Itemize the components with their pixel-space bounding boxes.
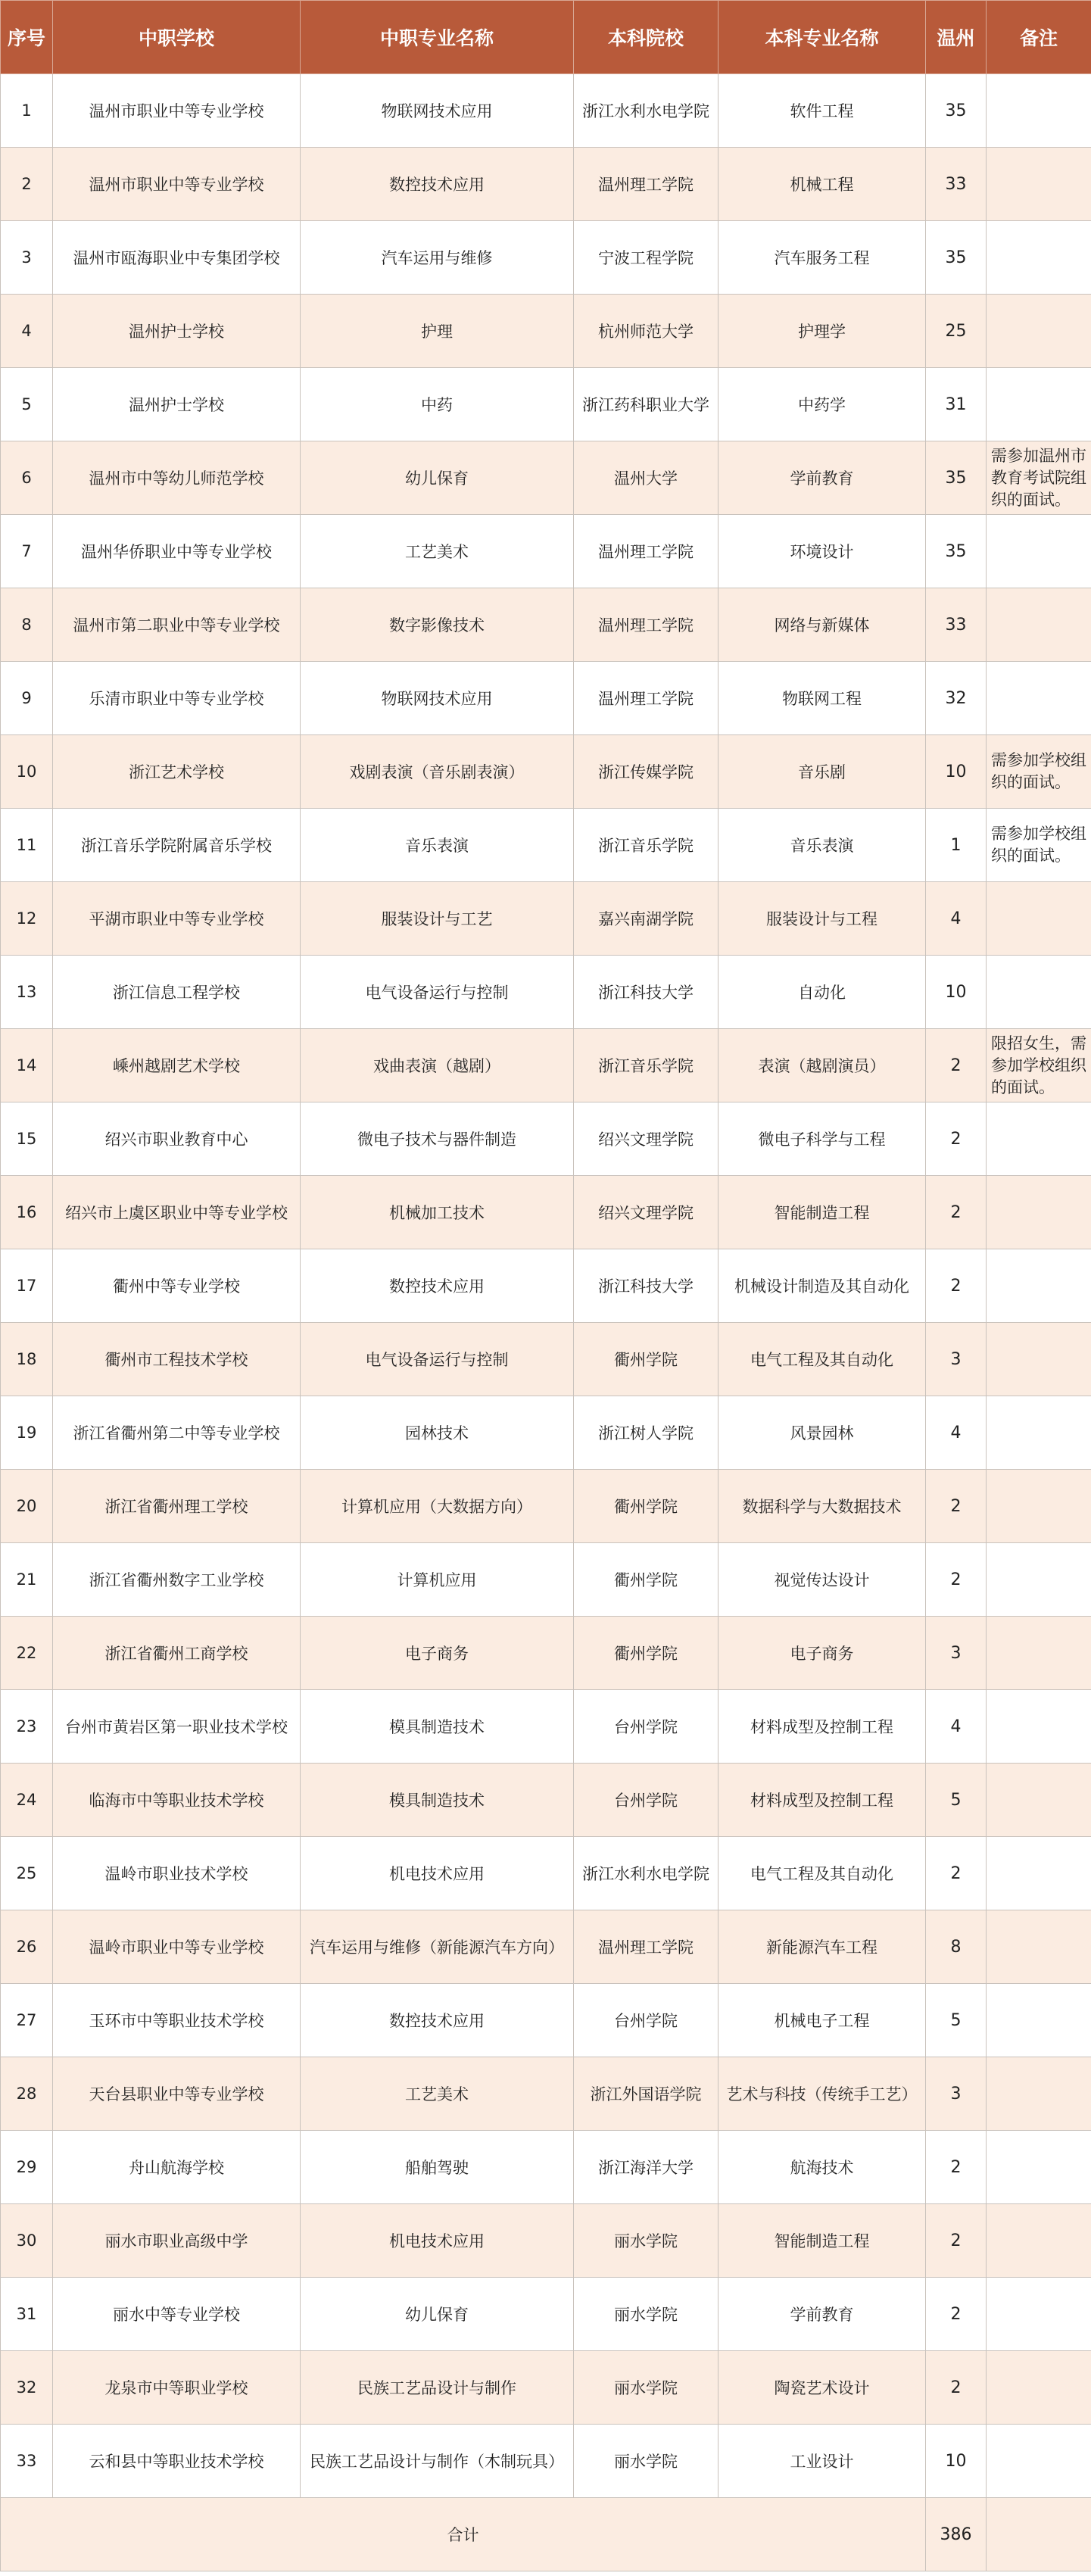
table-row <box>1 2131 1091 2204</box>
cell-no: 17 <box>1 1249 53 1323</box>
cell-no: 10 <box>1 735 53 809</box>
cell-major: 服装设计与工艺 <box>301 882 574 956</box>
table-row <box>1 662 1091 735</box>
cell-university-major: 软件工程 <box>719 74 926 148</box>
cell-no: 22 <box>1 1617 53 1690</box>
cell-major: 汽车运用与维修（新能源汽车方向） <box>301 1910 574 1984</box>
cell-university: 温州理工学院 <box>574 588 719 662</box>
table-row <box>1 2204 1091 2278</box>
cell-count: 2 <box>926 1249 987 1323</box>
cell-university-major: 数据科学与大数据技术 <box>719 1470 926 1543</box>
table-row <box>1 1617 1091 1690</box>
table-row <box>1 1910 1091 1984</box>
cell-university-major: 机械电子工程 <box>719 1984 926 2057</box>
cell-count: 2 <box>926 1837 987 1910</box>
cell-university-major: 风景园林 <box>719 1396 926 1470</box>
cell-major: 模具制造技术 <box>301 1690 574 1764</box>
cell-note <box>987 2204 1091 2278</box>
cell-major: 汽车运用与维修 <box>301 221 574 295</box>
cell-major: 电气设备运行与控制 <box>301 956 574 1029</box>
cell-no: 12 <box>1 882 53 956</box>
cell-university: 丽水学院 <box>574 2351 719 2425</box>
table-row <box>1 221 1091 295</box>
cell-note <box>987 515 1091 588</box>
table-row <box>1 1323 1091 1396</box>
cell-university-major: 音乐表演 <box>719 809 926 882</box>
cell-major: 机电技术应用 <box>301 2204 574 2278</box>
cell-school: 温州市职业中等专业学校 <box>53 74 301 148</box>
cell-count: 25 <box>926 295 987 368</box>
cell-university-major: 汽车服务工程 <box>719 221 926 295</box>
cell-university-major: 电气工程及其自动化 <box>719 1323 926 1396</box>
cell-count: 5 <box>926 1764 987 1837</box>
cell-count: 10 <box>926 956 987 1029</box>
cell-note <box>987 1837 1091 1910</box>
cell-school: 浙江音乐学院附属音乐学校 <box>53 809 301 882</box>
cell-school: 温州护士学校 <box>53 368 301 441</box>
cell-university-major: 机械设计制造及其自动化 <box>719 1249 926 1323</box>
cell-note <box>987 1984 1091 2057</box>
cell-university: 浙江音乐学院 <box>574 1029 719 1102</box>
cell-count: 4 <box>926 882 987 956</box>
header-university: 本科院校 <box>574 1 719 74</box>
cell-count: 5 <box>926 1984 987 2057</box>
cell-note <box>987 2057 1091 2131</box>
cell-university: 温州理工学院 <box>574 1910 719 1984</box>
cell-no: 23 <box>1 1690 53 1764</box>
cell-major: 民族工艺品设计与制作 <box>301 2351 574 2425</box>
header-wenzhou: 温州 <box>926 1 987 74</box>
table-row <box>1 1984 1091 2057</box>
cell-note <box>987 2278 1091 2351</box>
cell-count: 33 <box>926 148 987 221</box>
cell-no: 13 <box>1 956 53 1029</box>
cell-university: 浙江音乐学院 <box>574 809 719 882</box>
cell-major: 幼儿保育 <box>301 2278 574 2351</box>
cell-count: 8 <box>926 1910 987 1984</box>
cell-major: 幼儿保育 <box>301 441 574 515</box>
cell-university-major: 电子商务 <box>719 1617 926 1690</box>
cell-university: 嘉兴南湖学院 <box>574 882 719 956</box>
cell-major: 民族工艺品设计与制作（木制玩具） <box>301 2425 574 2498</box>
table-footer <box>1 2498 1091 2571</box>
cell-university: 浙江科技大学 <box>574 1249 719 1323</box>
cell-no: 16 <box>1 1176 53 1249</box>
cell-major: 电气设备运行与控制 <box>301 1323 574 1396</box>
cell-major: 机械加工技术 <box>301 1176 574 1249</box>
cell-note <box>987 1617 1091 1690</box>
total-count: 386 <box>926 2498 987 2571</box>
cell-university: 衢州学院 <box>574 1617 719 1690</box>
table-row <box>1 1029 1091 1102</box>
cell-major: 电子商务 <box>301 1617 574 1690</box>
table-row <box>1 368 1091 441</box>
table-row <box>1 295 1091 368</box>
cell-school: 云和县中等职业技术学校 <box>53 2425 301 2498</box>
cell-no: 25 <box>1 1837 53 1910</box>
cell-school: 玉环市中等职业技术学校 <box>53 1984 301 2057</box>
table-row <box>1 1396 1091 1470</box>
cell-university: 浙江水利水电学院 <box>574 1837 719 1910</box>
cell-major: 戏曲表演（越剧） <box>301 1029 574 1102</box>
cell-count: 4 <box>926 1690 987 1764</box>
cell-school: 绍兴市职业教育中心 <box>53 1102 301 1176</box>
cell-school: 天台县职业中等专业学校 <box>53 2057 301 2131</box>
cell-count: 2 <box>926 2351 987 2425</box>
cell-university-major: 机械工程 <box>719 148 926 221</box>
cell-university: 丽水学院 <box>574 2278 719 2351</box>
cell-major: 戏剧表演（音乐剧表演） <box>301 735 574 809</box>
cell-major: 微电子技术与器件制造 <box>301 1102 574 1176</box>
cell-university: 台州学院 <box>574 1764 719 1837</box>
cell-university-major: 服装设计与工程 <box>719 882 926 956</box>
table-row <box>1 1249 1091 1323</box>
cell-university-major: 学前教育 <box>719 441 926 515</box>
cell-no: 18 <box>1 1323 53 1396</box>
cell-school: 温州市中等幼儿师范学校 <box>53 441 301 515</box>
cell-school: 温岭市职业技术学校 <box>53 1837 301 1910</box>
cell-university-major: 新能源汽车工程 <box>719 1910 926 1984</box>
table-row <box>1 1102 1091 1176</box>
cell-count: 2 <box>926 1543 987 1617</box>
cell-no: 31 <box>1 2278 53 2351</box>
cell-major: 音乐表演 <box>301 809 574 882</box>
cell-no: 6 <box>1 441 53 515</box>
table-row <box>1 1543 1091 1617</box>
cell-school: 浙江省衢州第二中等专业学校 <box>53 1396 301 1470</box>
table-row <box>1 1176 1091 1249</box>
cell-school: 绍兴市上虞区职业中等专业学校 <box>53 1176 301 1249</box>
cell-university: 绍兴文理学院 <box>574 1102 719 1176</box>
cell-count: 31 <box>926 368 987 441</box>
cell-note <box>987 295 1091 368</box>
cell-school: 浙江省衢州理工学校 <box>53 1470 301 1543</box>
cell-note <box>987 662 1091 735</box>
cell-count: 2 <box>926 2278 987 2351</box>
cell-count: 35 <box>926 515 987 588</box>
cell-note <box>987 1396 1091 1470</box>
table-row <box>1 735 1091 809</box>
cell-major: 工艺美术 <box>301 2057 574 2131</box>
cell-count: 35 <box>926 221 987 295</box>
header-major: 中职专业名称 <box>301 1 574 74</box>
cell-count: 10 <box>926 735 987 809</box>
cell-no: 27 <box>1 1984 53 2057</box>
cell-school: 丽水中等专业学校 <box>53 2278 301 2351</box>
cell-university-major: 物联网工程 <box>719 662 926 735</box>
total-note <box>987 2498 1091 2571</box>
cell-no: 21 <box>1 1543 53 1617</box>
cell-note <box>987 1543 1091 1617</box>
cell-university: 台州学院 <box>574 1984 719 2057</box>
cell-note <box>987 368 1091 441</box>
cell-major: 护理 <box>301 295 574 368</box>
table-row <box>1 588 1091 662</box>
cell-no: 19 <box>1 1396 53 1470</box>
cell-university: 丽水学院 <box>574 2425 719 2498</box>
cell-university-major: 艺术与科技（传统手工艺） <box>719 2057 926 2131</box>
cell-school: 舟山航海学校 <box>53 2131 301 2204</box>
cell-no: 4 <box>1 295 53 368</box>
cell-university-major: 电气工程及其自动化 <box>719 1837 926 1910</box>
cell-note: 需参加温州市教育考试院组织的面试。 <box>987 441 1091 515</box>
cell-no: 28 <box>1 2057 53 2131</box>
cell-major: 计算机应用 <box>301 1543 574 1617</box>
cell-no: 3 <box>1 221 53 295</box>
cell-school: 衢州中等专业学校 <box>53 1249 301 1323</box>
cell-note <box>987 588 1091 662</box>
cell-major: 船舶驾驶 <box>301 2131 574 2204</box>
cell-university-major: 陶瓷艺术设计 <box>719 2351 926 2425</box>
cell-count: 35 <box>926 74 987 148</box>
cell-no: 24 <box>1 1764 53 1837</box>
table-row <box>1 2425 1091 2498</box>
header-note: 备注 <box>987 1 1091 74</box>
cell-school: 浙江省衢州工商学校 <box>53 1617 301 1690</box>
cell-major: 物联网技术应用 <box>301 74 574 148</box>
cell-note <box>987 1176 1091 1249</box>
header-no: 序号 <box>1 1 53 74</box>
cell-major: 数字影像技术 <box>301 588 574 662</box>
table-row <box>1 882 1091 956</box>
cell-count: 2 <box>926 1470 987 1543</box>
cell-major: 物联网技术应用 <box>301 662 574 735</box>
table-row <box>1 74 1091 148</box>
cell-count: 32 <box>926 662 987 735</box>
cell-university-major: 学前教育 <box>719 2278 926 2351</box>
cell-note <box>987 1910 1091 1984</box>
table-row <box>1 1470 1091 1543</box>
cell-no: 26 <box>1 1910 53 1984</box>
cell-university-major: 材料成型及控制工程 <box>719 1690 926 1764</box>
cell-university: 衢州学院 <box>574 1543 719 1617</box>
cell-university-major: 微电子科学与工程 <box>719 1102 926 1176</box>
cell-note <box>987 2425 1091 2498</box>
cell-major: 园林技术 <box>301 1396 574 1470</box>
cell-university: 台州学院 <box>574 1690 719 1764</box>
table-row <box>1 956 1091 1029</box>
cell-count: 33 <box>926 588 987 662</box>
cell-university: 浙江水利水电学院 <box>574 74 719 148</box>
cell-school: 温岭市职业中等专业学校 <box>53 1910 301 1984</box>
cell-count: 3 <box>926 2057 987 2131</box>
cell-note <box>987 956 1091 1029</box>
cell-university: 浙江海洋大学 <box>574 2131 719 2204</box>
cell-no: 29 <box>1 2131 53 2204</box>
table-row <box>1 1690 1091 1764</box>
cell-note <box>987 2351 1091 2425</box>
cell-count: 10 <box>926 2425 987 2498</box>
cell-note <box>987 221 1091 295</box>
cell-no: 5 <box>1 368 53 441</box>
cell-note <box>987 148 1091 221</box>
cell-note: 限招女生，需参加学校组织的面试。 <box>987 1029 1091 1102</box>
cell-school: 临海市中等职业技术学校 <box>53 1764 301 1837</box>
table-row <box>1 2351 1091 2425</box>
cell-count: 1 <box>926 809 987 882</box>
cell-university-major: 自动化 <box>719 956 926 1029</box>
cell-university: 绍兴文理学院 <box>574 1176 719 1249</box>
cell-university: 温州理工学院 <box>574 148 719 221</box>
cell-school: 温州市职业中等专业学校 <box>53 148 301 221</box>
cell-university-major: 材料成型及控制工程 <box>719 1764 926 1837</box>
cell-university-major: 网络与新媒体 <box>719 588 926 662</box>
cell-major: 数控技术应用 <box>301 1249 574 1323</box>
cell-university-major: 视觉传达设计 <box>719 1543 926 1617</box>
cell-no: 33 <box>1 2425 53 2498</box>
cell-note <box>987 1323 1091 1396</box>
cell-note <box>987 1470 1091 1543</box>
header-university-major: 本科专业名称 <box>719 1 926 74</box>
cell-university: 丽水学院 <box>574 2204 719 2278</box>
table-row <box>1 148 1091 221</box>
total-label: 合计 <box>1 2498 926 2571</box>
cell-university-major: 航海技术 <box>719 2131 926 2204</box>
cell-university: 温州理工学院 <box>574 662 719 735</box>
cell-school: 温州护士学校 <box>53 295 301 368</box>
cell-major: 计算机应用（大数据方向） <box>301 1470 574 1543</box>
cell-university: 浙江外国语学院 <box>574 2057 719 2131</box>
cell-school: 龙泉市中等职业学校 <box>53 2351 301 2425</box>
cell-university-major: 护理学 <box>719 295 926 368</box>
cell-count: 3 <box>926 1617 987 1690</box>
table-row <box>1 441 1091 515</box>
cell-school: 浙江省衢州数字工业学校 <box>53 1543 301 1617</box>
cell-university: 浙江药科职业大学 <box>574 368 719 441</box>
cell-university: 浙江树人学院 <box>574 1396 719 1470</box>
cell-school: 温州市第二职业中等专业学校 <box>53 588 301 662</box>
cell-note <box>987 74 1091 148</box>
cell-no: 32 <box>1 2351 53 2425</box>
cell-university-major: 智能制造工程 <box>719 2204 926 2278</box>
table-row <box>1 2278 1091 2351</box>
table-row <box>1 809 1091 882</box>
cell-university: 衢州学院 <box>574 1470 719 1543</box>
cell-no: 2 <box>1 148 53 221</box>
table-body <box>1 74 1091 2498</box>
cell-no: 20 <box>1 1470 53 1543</box>
cell-school: 嵊州越剧艺术学校 <box>53 1029 301 1102</box>
cell-university: 杭州师范大学 <box>574 295 719 368</box>
cell-university-major: 环境设计 <box>719 515 926 588</box>
cell-no: 15 <box>1 1102 53 1176</box>
cell-count: 2 <box>926 2204 987 2278</box>
cell-no: 8 <box>1 588 53 662</box>
cell-university-major: 中药学 <box>719 368 926 441</box>
table-row <box>1 2057 1091 2131</box>
cell-major: 模具制造技术 <box>301 1764 574 1837</box>
cell-school: 平湖市职业中等专业学校 <box>53 882 301 956</box>
cell-university: 温州理工学院 <box>574 515 719 588</box>
cell-major: 中药 <box>301 368 574 441</box>
cell-note <box>987 1102 1091 1176</box>
cell-major: 工艺美术 <box>301 515 574 588</box>
cell-university-major: 表演（越剧演员） <box>719 1029 926 1102</box>
cell-note: 需参加学校组织的面试。 <box>987 809 1091 882</box>
total-row <box>1 2498 1091 2571</box>
cell-university-major: 智能制造工程 <box>719 1176 926 1249</box>
cell-note <box>987 1764 1091 1837</box>
cell-count: 2 <box>926 1176 987 1249</box>
cell-university: 浙江科技大学 <box>574 956 719 1029</box>
cell-count: 3 <box>926 1323 987 1396</box>
table-row <box>1 1837 1091 1910</box>
cell-major: 机电技术应用 <box>301 1837 574 1910</box>
cell-university: 温州大学 <box>574 441 719 515</box>
cell-school: 浙江艺术学校 <box>53 735 301 809</box>
cell-university-major: 音乐剧 <box>719 735 926 809</box>
cell-count: 4 <box>926 1396 987 1470</box>
cell-no: 11 <box>1 809 53 882</box>
cell-count: 2 <box>926 1029 987 1102</box>
cell-note: 需参加学校组织的面试。 <box>987 735 1091 809</box>
table-row <box>1 515 1091 588</box>
header-row <box>1 1 1091 74</box>
cell-note <box>987 1690 1091 1764</box>
cell-no: 14 <box>1 1029 53 1102</box>
table-row <box>1 1764 1091 1837</box>
cell-school: 温州华侨职业中等专业学校 <box>53 515 301 588</box>
cell-university-major: 工业设计 <box>719 2425 926 2498</box>
cell-count: 35 <box>926 441 987 515</box>
cell-major: 数控技术应用 <box>301 1984 574 2057</box>
cell-count: 2 <box>926 2131 987 2204</box>
cell-school: 温州市瓯海职业中专集团学校 <box>53 221 301 295</box>
cell-note <box>987 2131 1091 2204</box>
cell-university: 衢州学院 <box>574 1323 719 1396</box>
cell-no: 1 <box>1 74 53 148</box>
cell-no: 9 <box>1 662 53 735</box>
cell-school: 衢州市工程技术学校 <box>53 1323 301 1396</box>
table-header <box>1 1 1091 74</box>
cell-school: 丽水市职业高级中学 <box>53 2204 301 2278</box>
cell-school: 乐清市职业中等专业学校 <box>53 662 301 735</box>
cell-school: 浙江信息工程学校 <box>53 956 301 1029</box>
cell-school: 台州市黄岩区第一职业技术学校 <box>53 1690 301 1764</box>
cell-note <box>987 1249 1091 1323</box>
cell-no: 7 <box>1 515 53 588</box>
cell-university: 宁波工程学院 <box>574 221 719 295</box>
cell-major: 数控技术应用 <box>301 148 574 221</box>
cell-university: 浙江传媒学院 <box>574 735 719 809</box>
cell-count: 2 <box>926 1102 987 1176</box>
cell-no: 30 <box>1 2204 53 2278</box>
cell-note <box>987 882 1091 956</box>
header-school: 中职学校 <box>53 1 301 74</box>
